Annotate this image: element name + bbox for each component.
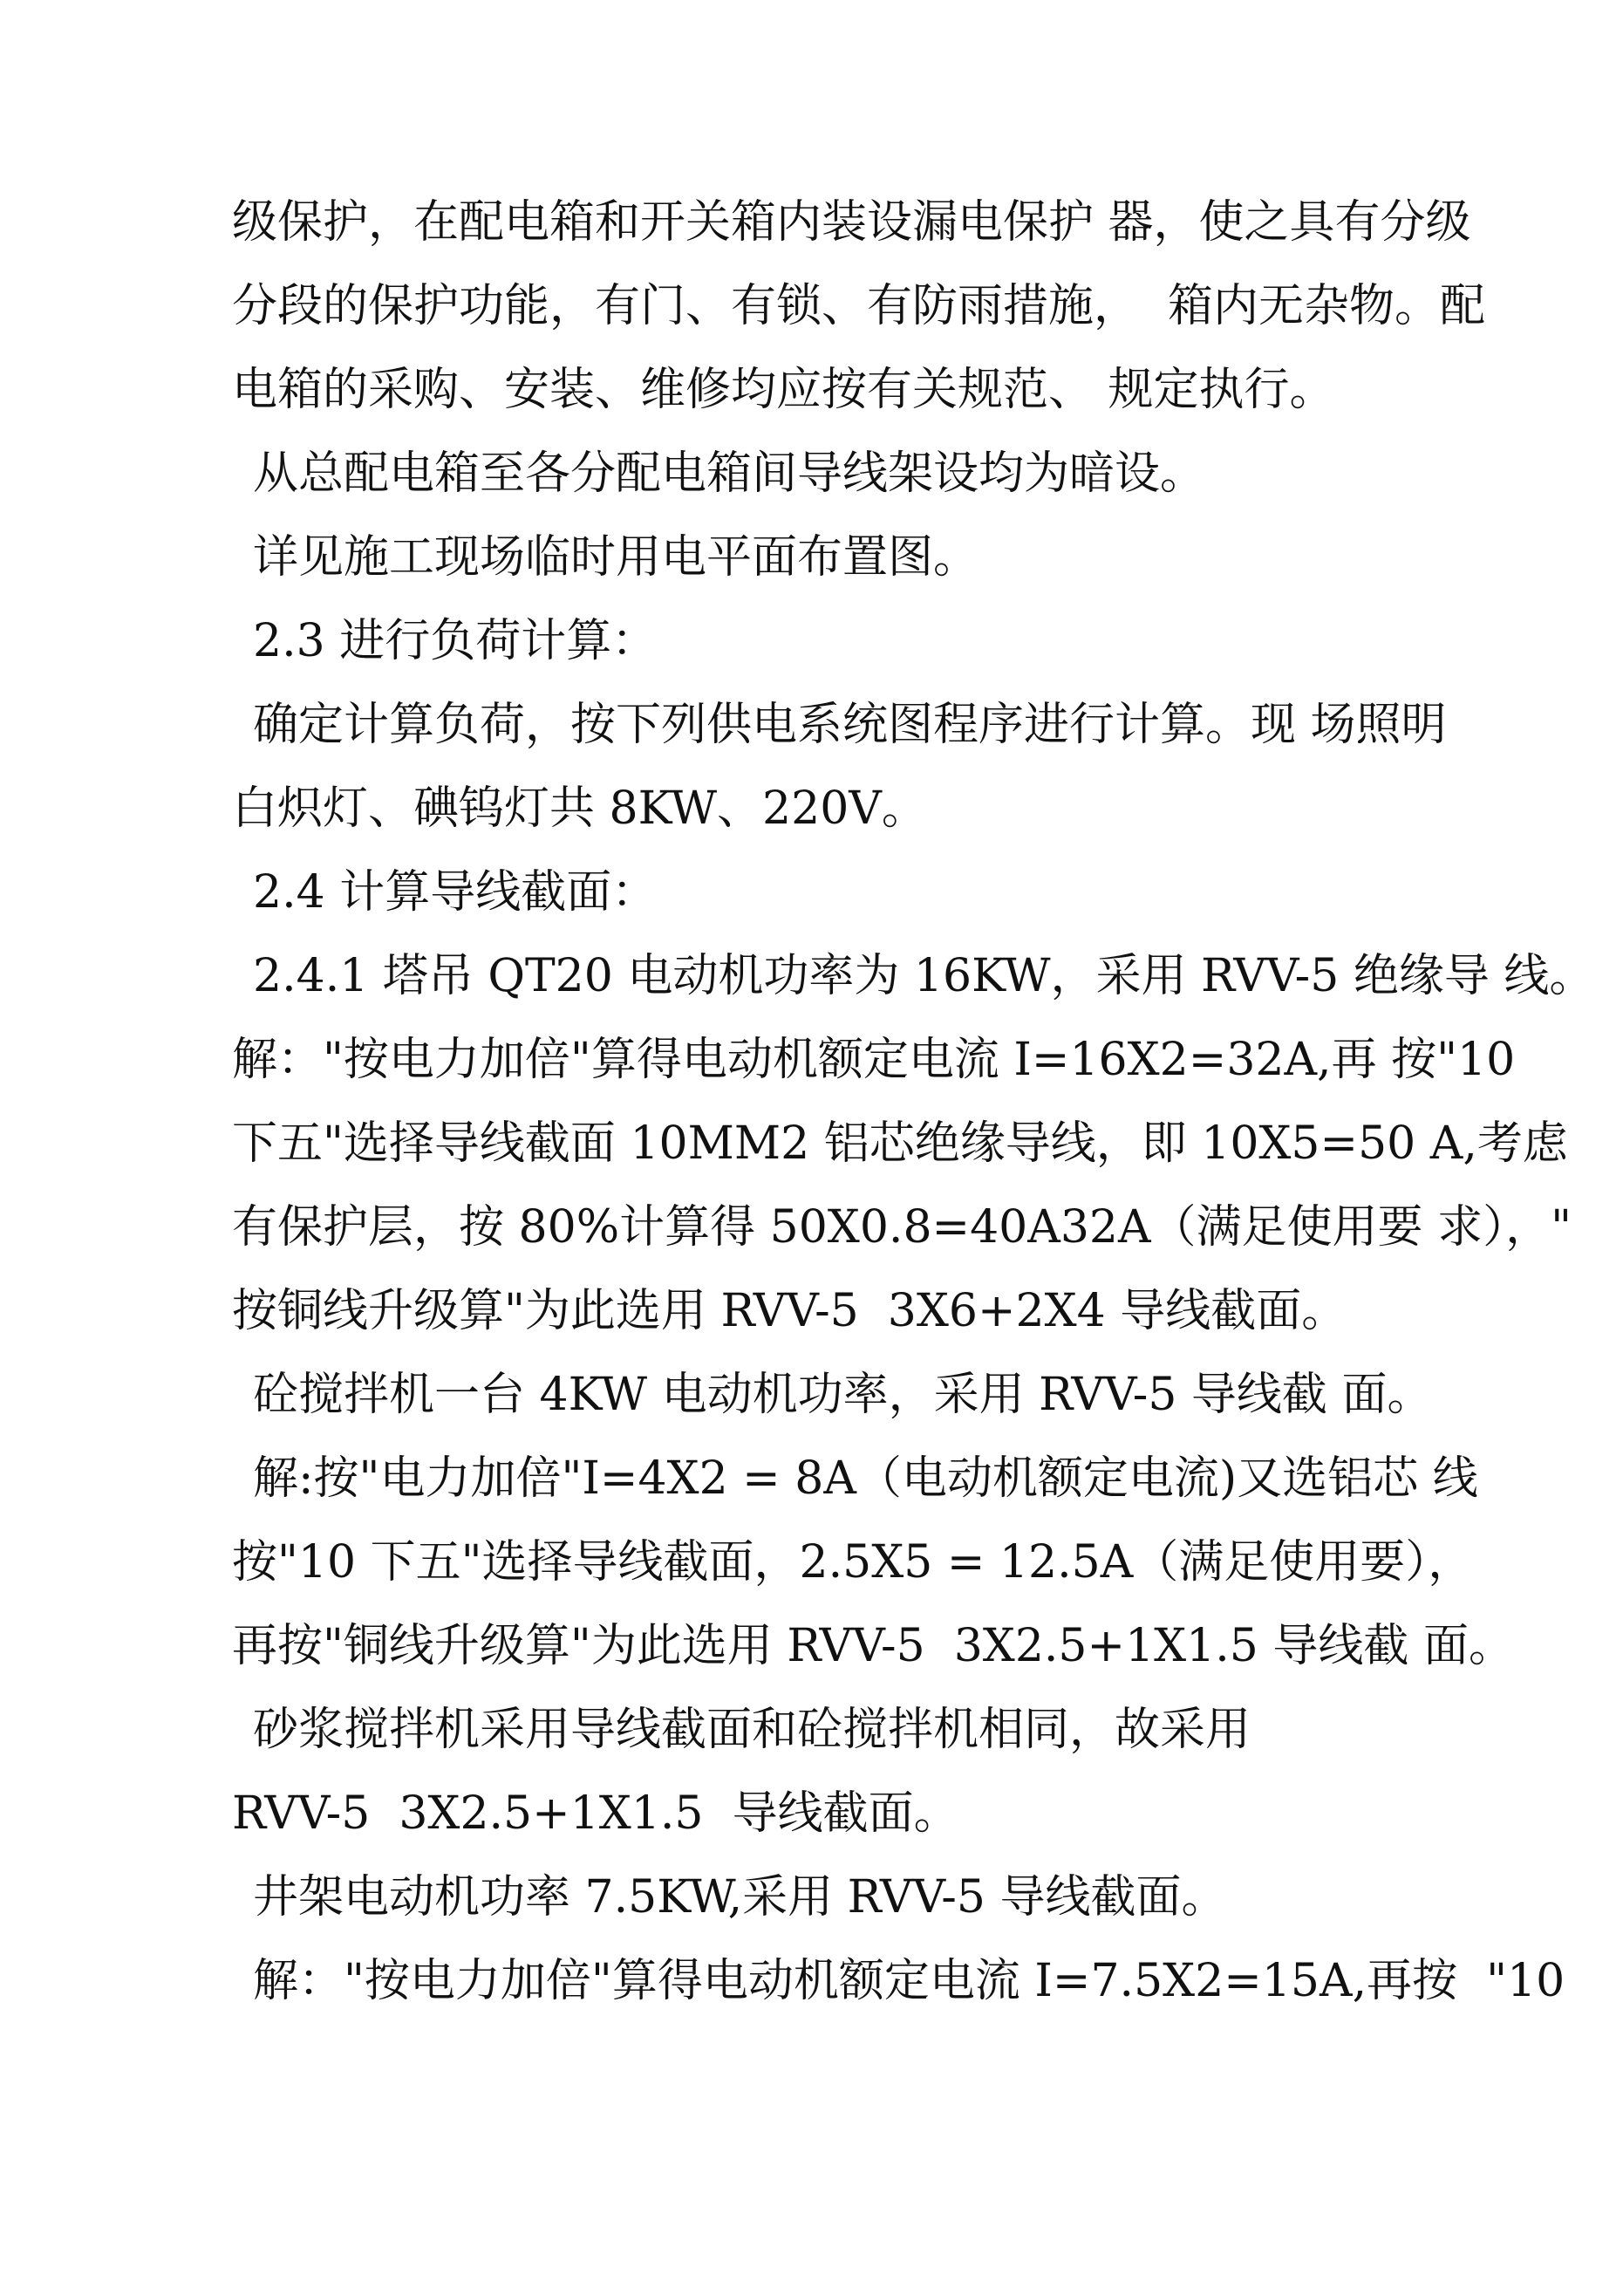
text-line: 级保护，在配电箱和开关箱内装设漏电保护 器，使之具有分级: [232, 196, 1471, 249]
text-line: 按"10 下五"选择导线截面，2.5X5 = 12.5A（满足使用要），: [232, 1536, 1474, 1589]
section-heading: 2.3 进行负荷计算：: [253, 615, 658, 667]
text-line: 从总配电箱至各分配电箱间导线架设均为暗设。: [253, 448, 1206, 500]
text-line: 白炽灯、碘钨灯共 8KW、220V。: [232, 782, 927, 835]
text-line: 砼搅拌机一台 4KW 电动机功率，采用 RVV-5 导线截 面。: [253, 1369, 1433, 1421]
text-line: 砂浆搅拌机采用导线截面和砼搅拌机相同，故采用: [253, 1704, 1251, 1756]
text-line: 解:按"电力加倍"I=4X2 = 8A（电动机额定电流)又选铝芯 线: [253, 1452, 1478, 1505]
text-line: 有保护层，按 80%计算得 50X0.8=40A32A（满足使用要 求），": [232, 1201, 1572, 1254]
text-line: 按铜线升级算"为此选用 RVV-5 3X6+2X4 导线截面。: [232, 1285, 1347, 1337]
text-line: RVV-5 3X2.5+1X1.5 导线截面。: [232, 1787, 959, 1840]
text-line: 分段的保护功能，有门、有锁、有防雨措施， 箱内无杂物。配: [232, 280, 1486, 332]
text-line: 下五"选择导线截面 10MM2 铝芯绝缘导线，即 10X5=50 A,考虑: [232, 1117, 1568, 1170]
text-line: 确定计算负荷，按下列供电系统图程序进行计算。现 场照明: [253, 699, 1447, 751]
text-line: 再按"铜线升级算"为此选用 RVV-5 3X2.5+1X1.5 导线截 面。: [232, 1620, 1514, 1672]
text-line: 2.4.1 塔吊 QT20 电动机功率为 16KW，采用 RVV-5 绝缘导 线。: [253, 950, 1595, 1002]
text-line: 电箱的采购、安装、维修均应按有关规范、 规定执行。: [232, 364, 1335, 416]
text-line: 解："按电力加倍"算得电动机额定电流 I=7.5X2=15A,再按 "10: [253, 1955, 1565, 2007]
text-line: 井架电动机功率 7.5KW,采用 RVV-5 导线截面。: [253, 1871, 1227, 1924]
text-line: 详见施工现场临时用电平面布置图。: [253, 531, 979, 584]
section-heading: 2.4 计算导线截面：: [253, 866, 658, 919]
text-line: 解："按电力加倍"算得电动机额定电流 I=16X2=32A,再 按"10: [232, 1034, 1516, 1086]
